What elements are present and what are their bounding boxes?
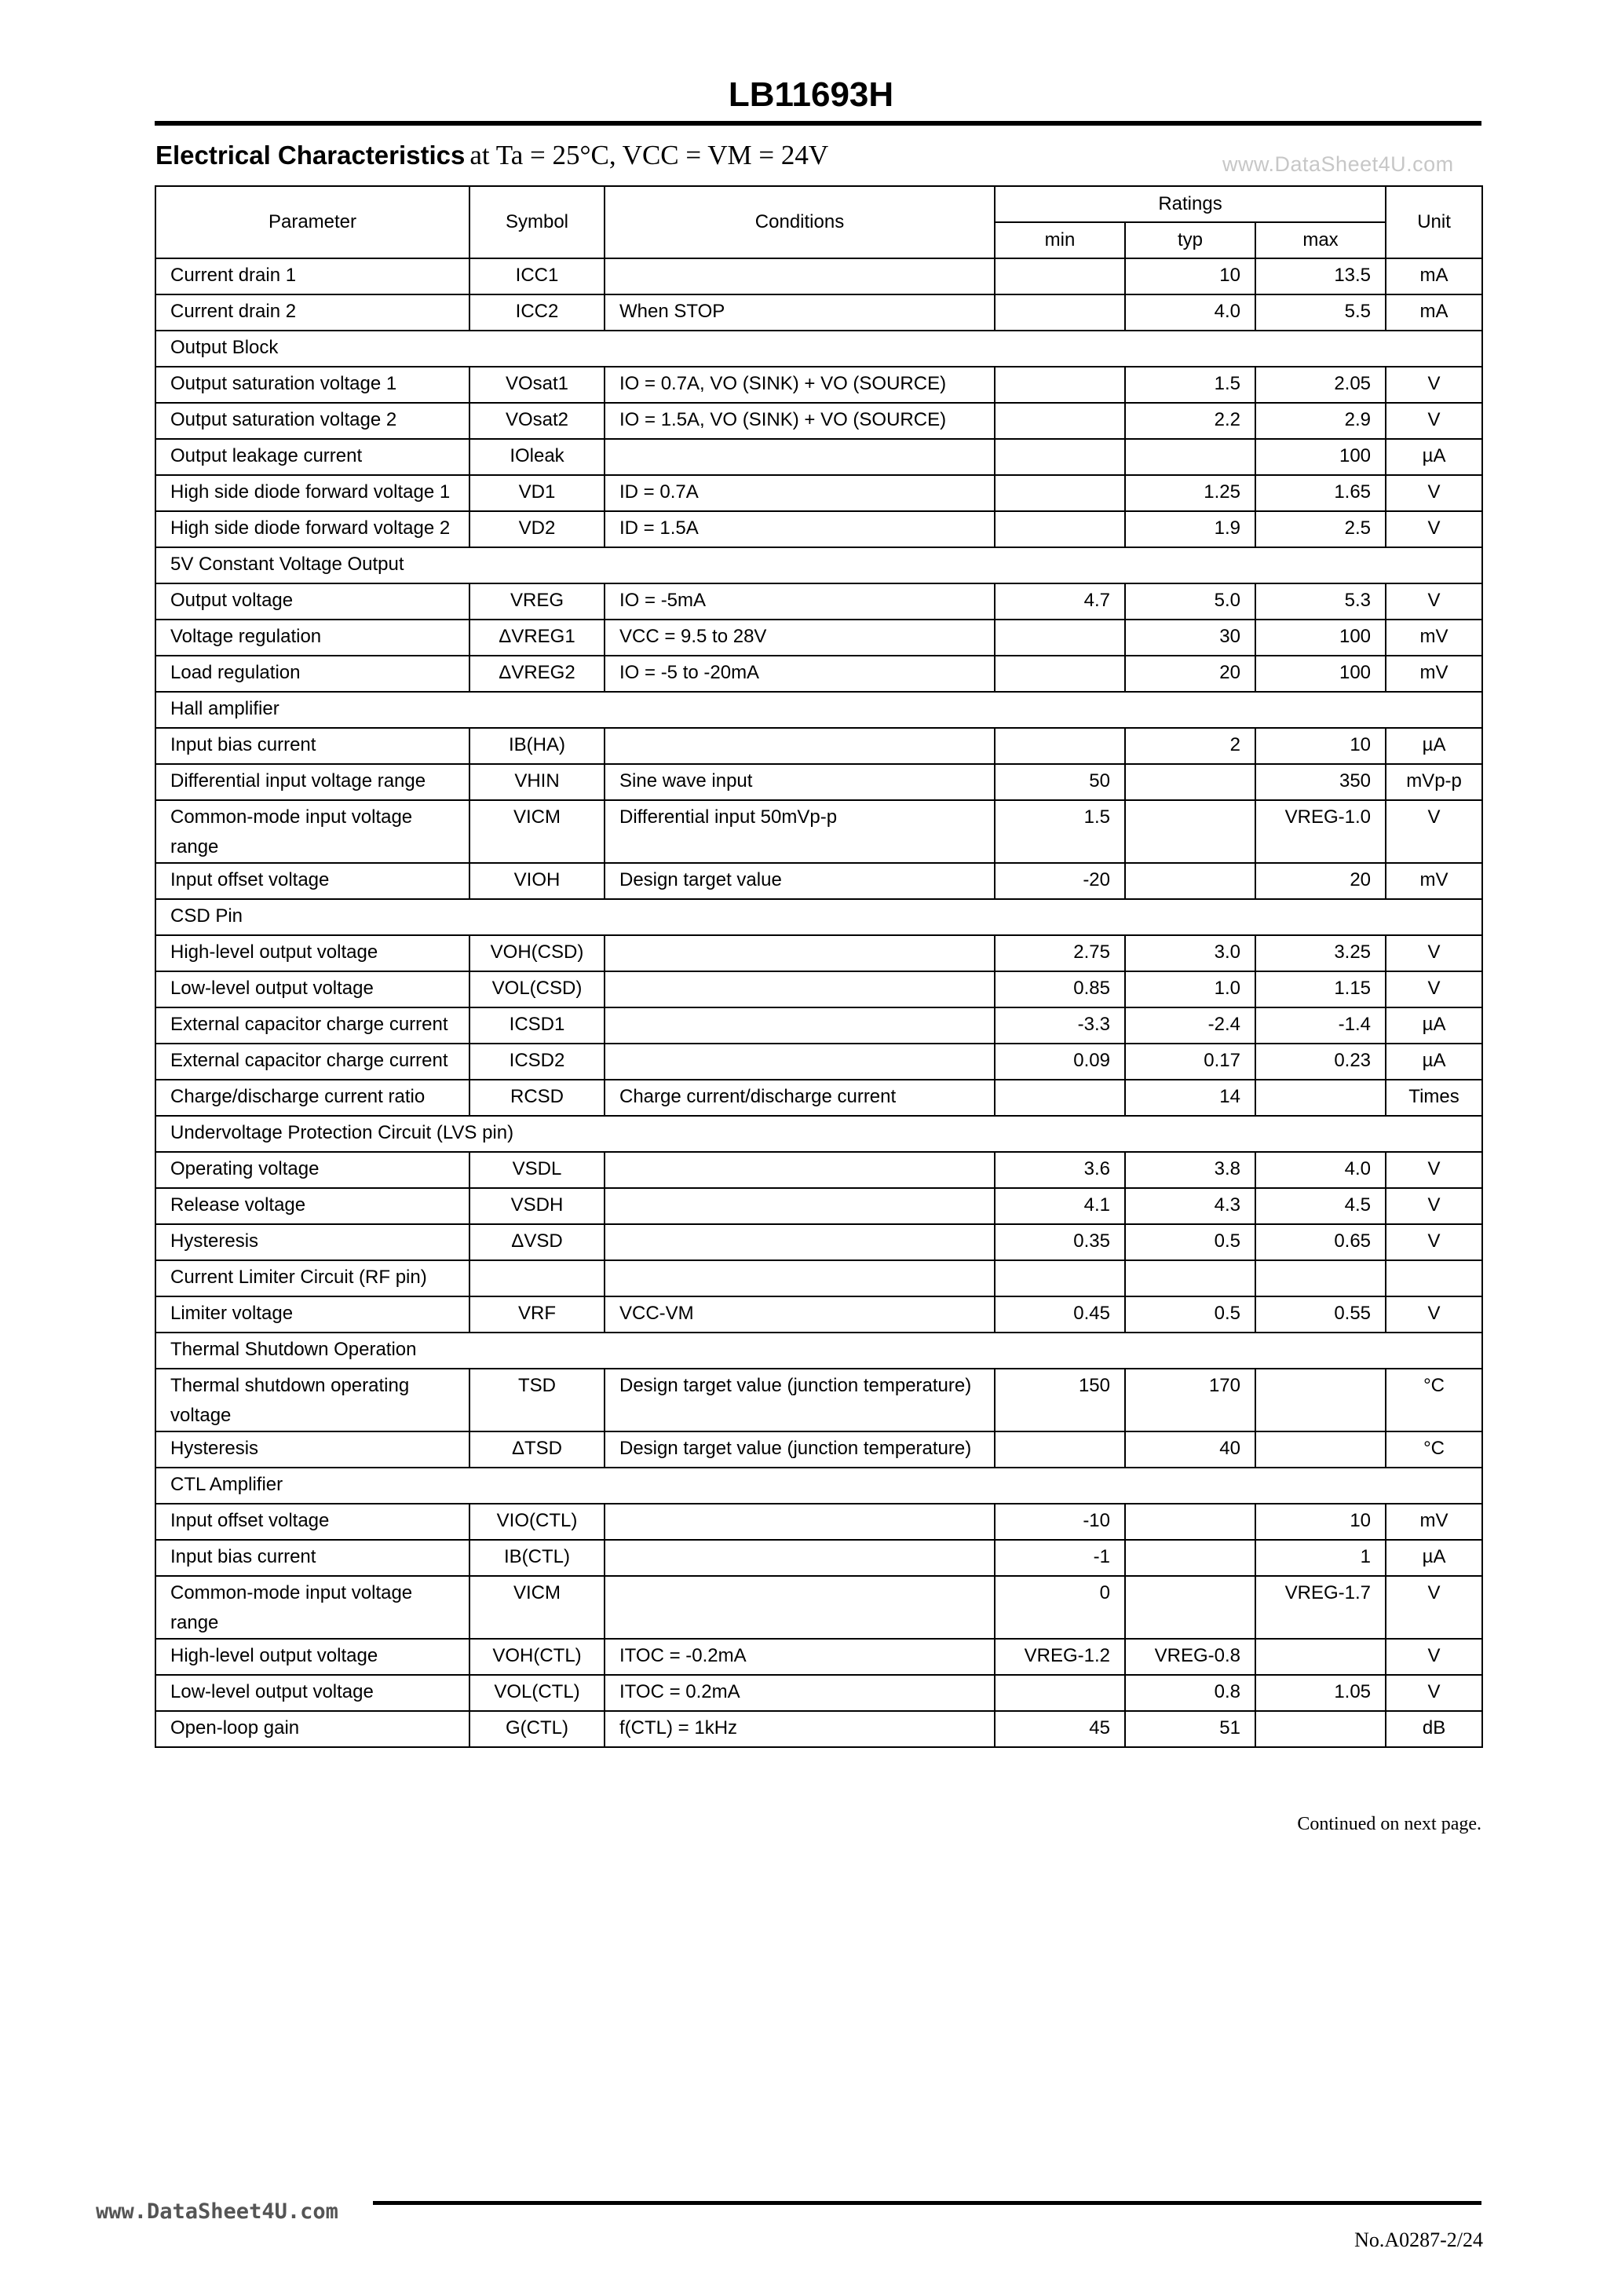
- cell-typ: [1125, 863, 1255, 899]
- cell-max: 1.65: [1255, 475, 1386, 511]
- cell-max: 13.5: [1255, 258, 1386, 294]
- empty-cell: [1255, 1260, 1386, 1296]
- cell-parameter: Input offset voltage: [155, 863, 469, 899]
- cell-conditions: f(CTL) = 1kHz: [605, 1711, 995, 1747]
- header-ratings: Ratings: [995, 186, 1386, 222]
- cell-conditions: VCC-VM: [605, 1296, 995, 1333]
- cell-conditions: [605, 1152, 995, 1188]
- cell-symbol: VD1: [469, 475, 605, 511]
- header-max: max: [1255, 222, 1386, 258]
- cell-symbol: VOL(CSD): [469, 971, 605, 1007]
- cell-parameter: Input offset voltage: [155, 1504, 469, 1540]
- cell-symbol: VOH(CTL): [469, 1639, 605, 1675]
- table-row: [155, 1431, 1482, 1468]
- cell-conditions: IO = -5 to -20mA: [605, 656, 995, 692]
- cell-unit: V: [1386, 403, 1482, 439]
- cell-typ: VREG-0.8: [1125, 1639, 1255, 1675]
- section-title: CTL Amplifier: [155, 1468, 1482, 1504]
- cell-max: 10: [1255, 1504, 1386, 1540]
- cell-typ: 1.0: [1125, 971, 1255, 1007]
- section-title: Hall amplifier: [155, 692, 1482, 728]
- cell-conditions: [605, 1504, 995, 1540]
- cell-max: [1255, 1639, 1386, 1675]
- cell-min: -3.3: [995, 1007, 1125, 1044]
- cell-symbol: ICC1: [469, 258, 605, 294]
- table-row: [155, 1080, 1482, 1116]
- cell-max: [1255, 1431, 1386, 1468]
- cell-min: 45: [995, 1711, 1125, 1747]
- cell-unit: mA: [1386, 258, 1482, 294]
- cell-parameter: Current drain 2: [155, 294, 469, 331]
- cell-unit: dB: [1386, 1711, 1482, 1747]
- cell-unit: µA: [1386, 728, 1482, 764]
- cell-min: [995, 620, 1125, 656]
- cell-conditions: IO = 1.5A, VO (SINK) + VO (SOURCE): [605, 403, 995, 439]
- cell-conditions: [605, 1540, 995, 1576]
- cell-max: VREG-1.0: [1255, 800, 1386, 863]
- cell-conditions: [605, 439, 995, 475]
- cell-conditions: ID = 1.5A: [605, 511, 995, 547]
- cell-parameter: Thermal shutdown operating voltage: [155, 1369, 469, 1431]
- table-row: [155, 1007, 1482, 1044]
- cell-max: VREG-1.7: [1255, 1576, 1386, 1639]
- cell-typ: 1.5: [1125, 367, 1255, 403]
- cell-parameter: Output saturation voltage 2: [155, 403, 469, 439]
- cell-parameter: Low-level output voltage: [155, 1675, 469, 1711]
- section-title: Current Limiter Circuit (RF pin): [155, 1260, 469, 1296]
- cell-symbol: VREG: [469, 583, 605, 620]
- cell-max: 100: [1255, 656, 1386, 692]
- cell-typ: 170: [1125, 1369, 1255, 1431]
- cell-conditions: IO = -5mA: [605, 583, 995, 620]
- heading-label: Electrical Characteristics: [155, 141, 466, 170]
- cell-unit: V: [1386, 1675, 1482, 1711]
- cell-parameter: Open-loop gain: [155, 1711, 469, 1747]
- cell-parameter: Common-mode input voltage range: [155, 1576, 469, 1639]
- cell-min: 0: [995, 1576, 1125, 1639]
- cell-symbol: TSD: [469, 1369, 605, 1431]
- cell-conditions: [605, 258, 995, 294]
- table-row: [155, 935, 1482, 971]
- cell-conditions: [605, 1044, 995, 1080]
- cell-min: [995, 1080, 1125, 1116]
- empty-cell: [995, 1260, 1125, 1296]
- table-row: [155, 1152, 1482, 1188]
- cell-typ: 0.8: [1125, 1675, 1255, 1711]
- cell-conditions: [605, 1007, 995, 1044]
- cell-symbol: G(CTL): [469, 1711, 605, 1747]
- cell-max: 10: [1255, 728, 1386, 764]
- table-row: [155, 1576, 1482, 1639]
- cell-unit: mV: [1386, 620, 1482, 656]
- cell-typ: 0.5: [1125, 1224, 1255, 1260]
- empty-cell: [1125, 1260, 1255, 1296]
- cell-conditions: VCC = 9.5 to 28V: [605, 620, 995, 656]
- table-row: [155, 1188, 1482, 1224]
- page-number: No.A0287-2/24: [1354, 2228, 1483, 2251]
- cell-symbol: ΔTSD: [469, 1431, 605, 1468]
- footer-watermark: www.DataSheet4U.com: [96, 2199, 338, 2224]
- cell-conditions: Design target value: [605, 863, 995, 899]
- cell-max: 4.0: [1255, 1152, 1386, 1188]
- cell-typ: 40: [1125, 1431, 1255, 1468]
- cell-typ: 1.25: [1125, 475, 1255, 511]
- table-row: [155, 1044, 1482, 1080]
- table-row: [155, 863, 1482, 899]
- cell-max: 3.25: [1255, 935, 1386, 971]
- cell-conditions: ID = 0.7A: [605, 475, 995, 511]
- section-row: [155, 1468, 1482, 1504]
- heading-conditions: at Ta = 25°C, VCC = VM = 24V: [469, 140, 829, 170]
- cell-conditions: [605, 1224, 995, 1260]
- cell-unit: °C: [1386, 1369, 1482, 1431]
- cell-unit: µA: [1386, 1007, 1482, 1044]
- cell-symbol: VIO(CTL): [469, 1504, 605, 1540]
- section-row: [155, 331, 1482, 367]
- cell-typ: 14: [1125, 1080, 1255, 1116]
- cell-unit: V: [1386, 800, 1482, 863]
- cell-parameter: Input bias current: [155, 728, 469, 764]
- empty-cell: [1386, 1260, 1482, 1296]
- cell-conditions: ITOC = 0.2mA: [605, 1675, 995, 1711]
- cell-max: [1255, 1369, 1386, 1431]
- table-row: [155, 620, 1482, 656]
- cell-typ: 2.2: [1125, 403, 1255, 439]
- cell-max: 0.23: [1255, 1044, 1386, 1080]
- cell-parameter: High-level output voltage: [155, 935, 469, 971]
- cell-unit: V: [1386, 1188, 1482, 1224]
- cell-min: [995, 403, 1125, 439]
- section-title: Output Block: [155, 331, 1482, 367]
- cell-min: [995, 475, 1125, 511]
- cell-unit: mA: [1386, 294, 1482, 331]
- cell-parameter: Voltage regulation: [155, 620, 469, 656]
- cell-min: 150: [995, 1369, 1125, 1431]
- cell-max: 0.65: [1255, 1224, 1386, 1260]
- cell-typ: 20: [1125, 656, 1255, 692]
- cell-min: 50: [995, 764, 1125, 800]
- cell-max: 4.5: [1255, 1188, 1386, 1224]
- cell-typ: 4.3: [1125, 1188, 1255, 1224]
- cell-conditions: IO = 0.7A, VO (SINK) + VO (SOURCE): [605, 367, 995, 403]
- cell-symbol: VOH(CSD): [469, 935, 605, 971]
- cell-max: -1.4: [1255, 1007, 1386, 1044]
- cell-conditions: When STOP: [605, 294, 995, 331]
- cell-max: [1255, 1080, 1386, 1116]
- table-row: [155, 1369, 1482, 1431]
- cell-typ: 3.8: [1125, 1152, 1255, 1188]
- cell-typ: 5.0: [1125, 583, 1255, 620]
- cell-max: 1: [1255, 1540, 1386, 1576]
- cell-min: 0.09: [995, 1044, 1125, 1080]
- cell-symbol: VOsat2: [469, 403, 605, 439]
- cell-min: 4.1: [995, 1188, 1125, 1224]
- cell-min: [995, 439, 1125, 475]
- cell-unit: mV: [1386, 656, 1482, 692]
- cell-min: 0.45: [995, 1296, 1125, 1333]
- cell-parameter: Hysteresis: [155, 1224, 469, 1260]
- cell-typ: [1125, 1540, 1255, 1576]
- table-row: [155, 971, 1482, 1007]
- table-row: [155, 1540, 1482, 1576]
- section-row: [155, 1116, 1482, 1152]
- header-symbol: Symbol: [469, 186, 605, 258]
- cell-max: 350: [1255, 764, 1386, 800]
- table-row: [155, 511, 1482, 547]
- table-row: [155, 1224, 1482, 1260]
- header-parameter: Parameter: [155, 186, 469, 258]
- cell-parameter: Common-mode input voltage range: [155, 800, 469, 863]
- cell-min: [995, 728, 1125, 764]
- cell-min: -1: [995, 1540, 1125, 1576]
- cell-unit: µA: [1386, 439, 1482, 475]
- continued-note: Continued on next page.: [1297, 1814, 1481, 1834]
- cell-symbol: VHIN: [469, 764, 605, 800]
- cell-conditions: ITOC = -0.2mA: [605, 1639, 995, 1675]
- cell-unit: V: [1386, 1576, 1482, 1639]
- section-row: [155, 1260, 1482, 1296]
- cell-unit: V: [1386, 1152, 1482, 1188]
- cell-min: [995, 1431, 1125, 1468]
- cell-symbol: VSDL: [469, 1152, 605, 1188]
- header-conditions: Conditions: [605, 186, 995, 258]
- cell-min: 1.5: [995, 800, 1125, 863]
- cell-min: [995, 656, 1125, 692]
- cell-conditions: Differential input 50mVp-p: [605, 800, 995, 863]
- cell-parameter: High side diode forward voltage 1: [155, 475, 469, 511]
- cell-parameter: External capacitor charge current: [155, 1044, 469, 1080]
- cell-symbol: ΔVREG1: [469, 620, 605, 656]
- cell-unit: V: [1386, 1639, 1482, 1675]
- section-row: [155, 692, 1482, 728]
- cell-max: 5.3: [1255, 583, 1386, 620]
- cell-min: [995, 367, 1125, 403]
- cell-conditions: [605, 971, 995, 1007]
- cell-min: [995, 258, 1125, 294]
- cell-min: [995, 294, 1125, 331]
- cell-parameter: Current drain 1: [155, 258, 469, 294]
- title-rule: [155, 121, 1481, 126]
- cell-parameter: Charge/discharge current ratio: [155, 1080, 469, 1116]
- cell-unit: V: [1386, 475, 1482, 511]
- cell-parameter: Limiter voltage: [155, 1296, 469, 1333]
- section-title: Thermal Shutdown Operation: [155, 1333, 1482, 1369]
- cell-unit: V: [1386, 1224, 1482, 1260]
- cell-typ: 3.0: [1125, 935, 1255, 971]
- empty-cell: [605, 1260, 995, 1296]
- cell-symbol: VRF: [469, 1296, 605, 1333]
- cell-symbol: IOleak: [469, 439, 605, 475]
- cell-typ: 51: [1125, 1711, 1255, 1747]
- header-typ: typ: [1125, 222, 1255, 258]
- cell-parameter: Release voltage: [155, 1188, 469, 1224]
- cell-symbol: VOsat1: [469, 367, 605, 403]
- table-row: [155, 1711, 1482, 1747]
- cell-unit: °C: [1386, 1431, 1482, 1468]
- table-row: [155, 294, 1482, 331]
- table-row: [155, 656, 1482, 692]
- cell-unit: µA: [1386, 1044, 1482, 1080]
- cell-parameter: Low-level output voltage: [155, 971, 469, 1007]
- cell-unit: V: [1386, 1296, 1482, 1333]
- cell-conditions: [605, 1188, 995, 1224]
- cell-max: 2.5: [1255, 511, 1386, 547]
- table-row: [155, 367, 1482, 403]
- cell-conditions: Sine wave input: [605, 764, 995, 800]
- cell-parameter: Operating voltage: [155, 1152, 469, 1188]
- cell-max: 100: [1255, 620, 1386, 656]
- cell-min: -10: [995, 1504, 1125, 1540]
- cell-min: [995, 1675, 1125, 1711]
- table-row: [155, 403, 1482, 439]
- section-row: [155, 899, 1482, 935]
- cell-unit: µA: [1386, 1540, 1482, 1576]
- cell-typ: [1125, 1576, 1255, 1639]
- cell-typ: [1125, 439, 1255, 475]
- cell-parameter: Input bias current: [155, 1540, 469, 1576]
- cell-symbol: VIOH: [469, 863, 605, 899]
- cell-symbol: VICM: [469, 1576, 605, 1639]
- header-unit: Unit: [1386, 186, 1482, 258]
- cell-typ: [1125, 764, 1255, 800]
- cell-typ: 0.5: [1125, 1296, 1255, 1333]
- cell-unit: V: [1386, 971, 1482, 1007]
- table-row: [155, 475, 1482, 511]
- cell-max: 0.55: [1255, 1296, 1386, 1333]
- table-row: [155, 800, 1482, 863]
- cell-max: 2.9: [1255, 403, 1386, 439]
- cell-symbol: VD2: [469, 511, 605, 547]
- cell-unit: Times: [1386, 1080, 1482, 1116]
- cell-unit: mV: [1386, 863, 1482, 899]
- table-row: [155, 1675, 1482, 1711]
- cell-min: [995, 511, 1125, 547]
- cell-typ: [1125, 800, 1255, 863]
- cell-parameter: Differential input voltage range: [155, 764, 469, 800]
- cell-symbol: ICC2: [469, 294, 605, 331]
- cell-symbol: ICSD2: [469, 1044, 605, 1080]
- cell-unit: mV: [1386, 1504, 1482, 1540]
- section-row: [155, 547, 1482, 583]
- cell-max: 5.5: [1255, 294, 1386, 331]
- cell-unit: V: [1386, 511, 1482, 547]
- cell-unit: V: [1386, 367, 1482, 403]
- cell-symbol: RCSD: [469, 1080, 605, 1116]
- section-title: Undervoltage Protection Circuit (LVS pin): [155, 1116, 1482, 1152]
- cell-typ: 0.17: [1125, 1044, 1255, 1080]
- cell-conditions: Charge current/discharge current: [605, 1080, 995, 1116]
- table-row: [155, 583, 1482, 620]
- cell-max: 1.05: [1255, 1675, 1386, 1711]
- cell-conditions: [605, 728, 995, 764]
- cell-min: 4.7: [995, 583, 1125, 620]
- watermark: www.DataSheet4U.com: [1222, 152, 1454, 176]
- cell-symbol: ICSD1: [469, 1007, 605, 1044]
- empty-cell: [469, 1260, 605, 1296]
- cell-symbol: ΔVREG2: [469, 656, 605, 692]
- cell-max: 1.15: [1255, 971, 1386, 1007]
- cell-parameter: High side diode forward voltage 2: [155, 511, 469, 547]
- cell-symbol: VICM: [469, 800, 605, 863]
- cell-min: 0.35: [995, 1224, 1125, 1260]
- cell-parameter: Output voltage: [155, 583, 469, 620]
- cell-min: VREG-1.2: [995, 1639, 1125, 1675]
- section-row: [155, 1333, 1482, 1369]
- cell-parameter: Load regulation: [155, 656, 469, 692]
- cell-min: -20: [995, 863, 1125, 899]
- cell-typ: -2.4: [1125, 1007, 1255, 1044]
- cell-min: 3.6: [995, 1152, 1125, 1188]
- cell-parameter: High-level output voltage: [155, 1639, 469, 1675]
- cell-max: 20: [1255, 863, 1386, 899]
- cell-symbol: IB(CTL): [469, 1540, 605, 1576]
- section-title: CSD Pin: [155, 899, 1482, 935]
- cell-typ: 2: [1125, 728, 1255, 764]
- cell-unit: V: [1386, 935, 1482, 971]
- cell-symbol: VSDH: [469, 1188, 605, 1224]
- cell-unit: V: [1386, 583, 1482, 620]
- cell-max: 2.05: [1255, 367, 1386, 403]
- section-heading: [155, 140, 828, 171]
- table-row: [155, 1504, 1482, 1540]
- table-row: [155, 728, 1482, 764]
- table-row: [155, 764, 1482, 800]
- cell-symbol: IB(HA): [469, 728, 605, 764]
- cell-unit: mVp-p: [1386, 764, 1482, 800]
- cell-conditions: Design target value (junction temperature): [605, 1431, 995, 1468]
- cell-typ: 1.9: [1125, 511, 1255, 547]
- section-title: 5V Constant Voltage Output: [155, 547, 1482, 583]
- cell-typ: 10: [1125, 258, 1255, 294]
- cell-typ: 30: [1125, 620, 1255, 656]
- cell-parameter: External capacitor charge current: [155, 1007, 469, 1044]
- cell-min: 0.85: [995, 971, 1125, 1007]
- part-number-title: LB11693H: [728, 75, 894, 114]
- cell-typ: [1125, 1504, 1255, 1540]
- table-row: [155, 258, 1482, 294]
- cell-parameter: Output saturation voltage 1: [155, 367, 469, 403]
- footer-rule: [373, 2201, 1481, 2205]
- table-row: [155, 1296, 1482, 1333]
- cell-conditions: Design target value (junction temperature): [605, 1369, 995, 1431]
- cell-parameter: Output leakage current: [155, 439, 469, 475]
- cell-max: [1255, 1711, 1386, 1747]
- cell-max: 100: [1255, 439, 1386, 475]
- cell-min: 2.75: [995, 935, 1125, 971]
- table-body: [155, 258, 1482, 1747]
- cell-typ: 4.0: [1125, 294, 1255, 331]
- table-row: [155, 1639, 1482, 1675]
- table-row: [155, 439, 1482, 475]
- header-min: min: [995, 222, 1125, 258]
- cell-conditions: [605, 1576, 995, 1639]
- electrical-characteristics-table: [155, 185, 1483, 1748]
- cell-conditions: [605, 935, 995, 971]
- cell-parameter: Hysteresis: [155, 1431, 469, 1468]
- cell-symbol: VOL(CTL): [469, 1675, 605, 1711]
- cell-symbol: ΔVSD: [469, 1224, 605, 1260]
